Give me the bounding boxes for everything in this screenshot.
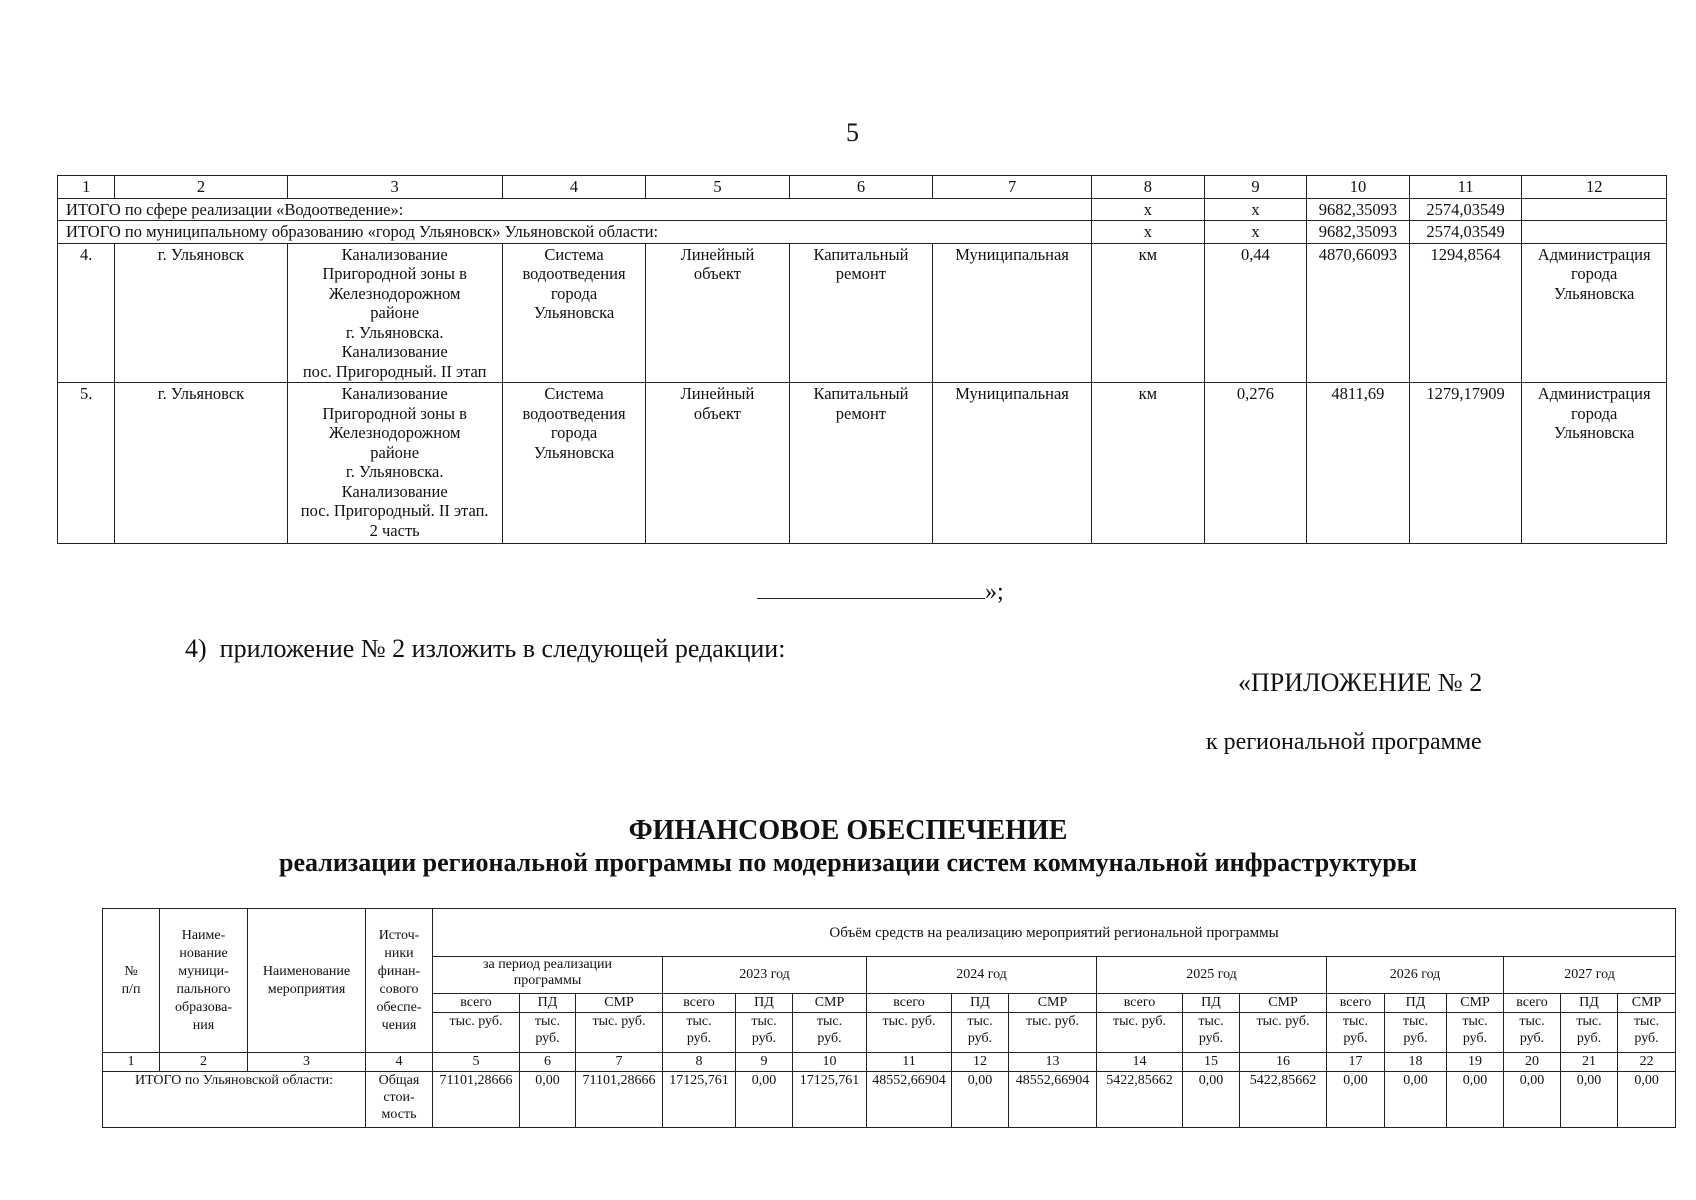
row-unit: км: [1092, 383, 1205, 544]
total-value: 0,00: [1618, 1072, 1676, 1128]
row-amount: 0,276: [1204, 383, 1306, 544]
t2-total-row: [103, 1072, 1676, 1128]
t1-col-num: 11: [1409, 176, 1522, 199]
row-object-type: Линейный объект: [646, 243, 789, 383]
subcol-header: ПД: [1183, 994, 1240, 1013]
subcol-header: всего: [1327, 994, 1385, 1013]
subcol-header: ПД: [1385, 994, 1447, 1013]
total-label: ИТОГО по Ульяновской области:: [103, 1072, 366, 1128]
t1-col-num: 10: [1307, 176, 1409, 199]
total-c9: х: [1204, 198, 1306, 221]
unit-cell: тыс. руб.: [1385, 1013, 1447, 1053]
signature-line: [757, 578, 985, 599]
period-header: за период реализации программы: [433, 957, 663, 994]
closing-quote-line: [757, 578, 1004, 606]
unit-cell: тыс. руб.: [1618, 1013, 1676, 1053]
total-c12: [1522, 198, 1667, 221]
col-source-header: Источ- ники финан- сового обеспе- чения: [366, 909, 433, 1053]
row-ownership: Муниципальная: [933, 383, 1092, 544]
table-row: [58, 243, 1667, 383]
total-value: 5422,85662: [1240, 1072, 1327, 1128]
subcol-header: всего: [867, 994, 952, 1013]
col-number: 9: [736, 1053, 793, 1072]
subcol-header: ПД: [952, 994, 1009, 1013]
page-number: 5: [846, 118, 859, 147]
t1-col-num: 7: [933, 176, 1092, 199]
period-header: 2027 год: [1504, 957, 1676, 994]
col-number: 12: [952, 1053, 1009, 1072]
subcol-header: СМР: [1447, 994, 1504, 1013]
col-num-header: № п/п: [103, 909, 160, 1053]
row-system: Система водоотведения города Ульяновска: [502, 383, 645, 544]
period-header: 2023 год: [663, 957, 867, 994]
financing-table: [102, 908, 1676, 1128]
total-value: 0,00: [736, 1072, 793, 1128]
t1-col-num: 3: [287, 176, 502, 199]
total-c10: 9682,35093: [1307, 221, 1409, 244]
unit-cell: тыс. руб.: [867, 1013, 952, 1053]
subcol-header: СМР: [576, 994, 663, 1013]
total-c9: х: [1204, 221, 1306, 244]
period-header: 2025 год: [1097, 957, 1327, 994]
appendix-title: «ПРИЛОЖЕНИЕ № 2: [1238, 668, 1483, 697]
row-system: Система водоотведения города Ульяновска: [502, 243, 645, 383]
unit-cell: тыс. руб.: [663, 1013, 736, 1053]
row-number: 4.: [58, 243, 115, 383]
col-number: 5: [433, 1053, 520, 1072]
unit-cell: тыс. руб.: [1447, 1013, 1504, 1053]
t1-col-num: 2: [115, 176, 287, 199]
total-value: 0,00: [952, 1072, 1009, 1128]
total-value: 0,00: [1327, 1072, 1385, 1128]
t1-col-num: 8: [1092, 176, 1205, 199]
col-number: 3: [248, 1053, 366, 1072]
total-value: 48552,66904: [1009, 1072, 1097, 1128]
total-value: 71101,28666: [433, 1072, 520, 1128]
col-number: 19: [1447, 1053, 1504, 1072]
total-value: 17125,761: [663, 1072, 736, 1128]
t1-col-num: 12: [1522, 176, 1667, 199]
unit-cell: тыс. руб.: [1097, 1013, 1183, 1053]
col-municipality-header: Наиме- нование муници- пального образова- ния: [160, 909, 248, 1053]
total-value: 0,00: [1385, 1072, 1447, 1128]
total-value: 0,00: [520, 1072, 576, 1128]
works-table: [57, 175, 1667, 544]
table-row: [58, 383, 1667, 544]
subcol-header: всего: [1097, 994, 1183, 1013]
total-c10: 9682,35093: [1307, 198, 1409, 221]
col-number: 4: [366, 1053, 433, 1072]
subcol-header: СМР: [1618, 994, 1676, 1013]
col-number: 10: [793, 1053, 867, 1072]
unit-cell: тыс. руб.: [952, 1013, 1009, 1053]
period-header: 2024 год: [867, 957, 1097, 994]
row-name: Канализование Пригородной зоны в Железнодорожном районе г. Ульяновска. Канализование пос. Пригородный. II этап: [287, 243, 502, 383]
col-number: 22: [1618, 1053, 1676, 1072]
col-number: 2: [160, 1053, 248, 1072]
t2-header-row: [103, 909, 1676, 957]
t1-col-num: 9: [1204, 176, 1306, 199]
unit-cell: тыс. руб.: [1561, 1013, 1618, 1053]
total-row-municipality: [58, 221, 1667, 244]
col-number: 17: [1327, 1053, 1385, 1072]
table1-header-numbers: [58, 176, 1667, 199]
appendix-subtitle: к региональной программе: [1206, 729, 1482, 755]
subcol-header: всего: [433, 994, 520, 1013]
col-number: 16: [1240, 1053, 1327, 1072]
subcol-header: ПД: [1561, 994, 1618, 1013]
col-number: 8: [663, 1053, 736, 1072]
volume-header: Объём средств на реализацию мероприятий региональной программы: [433, 909, 1676, 957]
row-c10: 4811,69: [1307, 383, 1409, 544]
subcol-header: ПД: [736, 994, 793, 1013]
row-city: г. Ульяновск: [115, 383, 287, 544]
row-amount: 0,44: [1204, 243, 1306, 383]
row-number: 5.: [58, 383, 115, 544]
total-value: 71101,28666: [576, 1072, 663, 1128]
financial-title: ФИНАНСОВОЕ ОБЕСПЕЧЕНИЕ: [628, 815, 1068, 846]
financial-subtitle: реализации региональной программы по модернизации систем коммунальной инфраструктуры: [279, 848, 1417, 877]
total-c11: 2574,03549: [1409, 221, 1522, 244]
t1-col-num: 5: [646, 176, 789, 199]
row-c11: 1279,17909: [1409, 383, 1522, 544]
total-value: 0,00: [1561, 1072, 1618, 1128]
col-number: 18: [1385, 1053, 1447, 1072]
total-c12: [1522, 221, 1667, 244]
amendment-item-4: 4) приложение № 2 изложить в следующей редакции:: [185, 634, 786, 663]
total-value: 48552,66904: [867, 1072, 952, 1128]
unit-cell: тыс. руб.: [1183, 1013, 1240, 1053]
unit-cell: тыс. руб.: [576, 1013, 663, 1053]
col-number: 11: [867, 1053, 952, 1072]
col-number: 13: [1009, 1053, 1097, 1072]
total-label: ИТОГО по муниципальному образованию «город Ульяновск» Ульяновской области:: [58, 221, 1092, 244]
row-admin: Администрация города Ульяновска: [1522, 243, 1667, 383]
unit-cell: тыс. руб.: [736, 1013, 793, 1053]
unit-cell: тыс. руб.: [433, 1013, 520, 1053]
t2-col-numbers: [103, 1053, 1676, 1072]
col-number: 7: [576, 1053, 663, 1072]
col-number: 20: [1504, 1053, 1561, 1072]
row-work-type: Капитальный ремонт: [789, 383, 932, 544]
period-header: 2026 год: [1327, 957, 1504, 994]
col-number: 1: [103, 1053, 160, 1072]
unit-cell: тыс. руб.: [1327, 1013, 1385, 1053]
row-object-type: Линейный объект: [646, 383, 789, 544]
subcol-header: СМР: [1009, 994, 1097, 1013]
row-admin: Администрация города Ульяновска: [1522, 383, 1667, 544]
total-value: 0,00: [1504, 1072, 1561, 1128]
subcol-header: ПД: [520, 994, 576, 1013]
total-value: 0,00: [1447, 1072, 1504, 1128]
unit-cell: тыс. руб.: [520, 1013, 576, 1053]
t1-col-num: 6: [789, 176, 932, 199]
total-value: 5422,85662: [1097, 1072, 1183, 1128]
col-number: 21: [1561, 1053, 1618, 1072]
t1-col-num: 1: [58, 176, 115, 199]
unit-cell: тыс. руб.: [1240, 1013, 1327, 1053]
total-label: ИТОГО по сфере реализации «Водоотведение»:: [58, 198, 1092, 221]
row-name: Канализование Пригородной зоны в Железнодорожном районе г. Ульяновска. Канализование пос. Пригородный. II этап. 2 часть: [287, 383, 502, 544]
total-source: Общая стои- мость: [366, 1072, 433, 1128]
t1-col-num: 4: [502, 176, 645, 199]
subcol-header: всего: [663, 994, 736, 1013]
closing-mark: »;: [985, 579, 1004, 605]
subcol-header: СМР: [793, 994, 867, 1013]
subcol-header: СМР: [1240, 994, 1327, 1013]
total-c8: х: [1092, 198, 1205, 221]
row-ownership: Муниципальная: [933, 243, 1092, 383]
row-work-type: Капитальный ремонт: [789, 243, 932, 383]
row-city: г. Ульяновск: [115, 243, 287, 383]
total-value: 17125,761: [793, 1072, 867, 1128]
total-row-sphere: [58, 198, 1667, 221]
subcol-header: всего: [1504, 994, 1561, 1013]
row-unit: км: [1092, 243, 1205, 383]
total-c8: х: [1092, 221, 1205, 244]
row-c10: 4870,66093: [1307, 243, 1409, 383]
col-number: 15: [1183, 1053, 1240, 1072]
row-c11: 1294,8564: [1409, 243, 1522, 383]
col-number: 14: [1097, 1053, 1183, 1072]
total-c11: 2574,03549: [1409, 198, 1522, 221]
unit-cell: тыс. руб.: [1504, 1013, 1561, 1053]
col-number: 6: [520, 1053, 576, 1072]
unit-cell: тыс. руб.: [793, 1013, 867, 1053]
unit-cell: тыс. руб.: [1009, 1013, 1097, 1053]
total-value: 0,00: [1183, 1072, 1240, 1128]
col-measure-header: Наименование мероприятия: [248, 909, 366, 1053]
